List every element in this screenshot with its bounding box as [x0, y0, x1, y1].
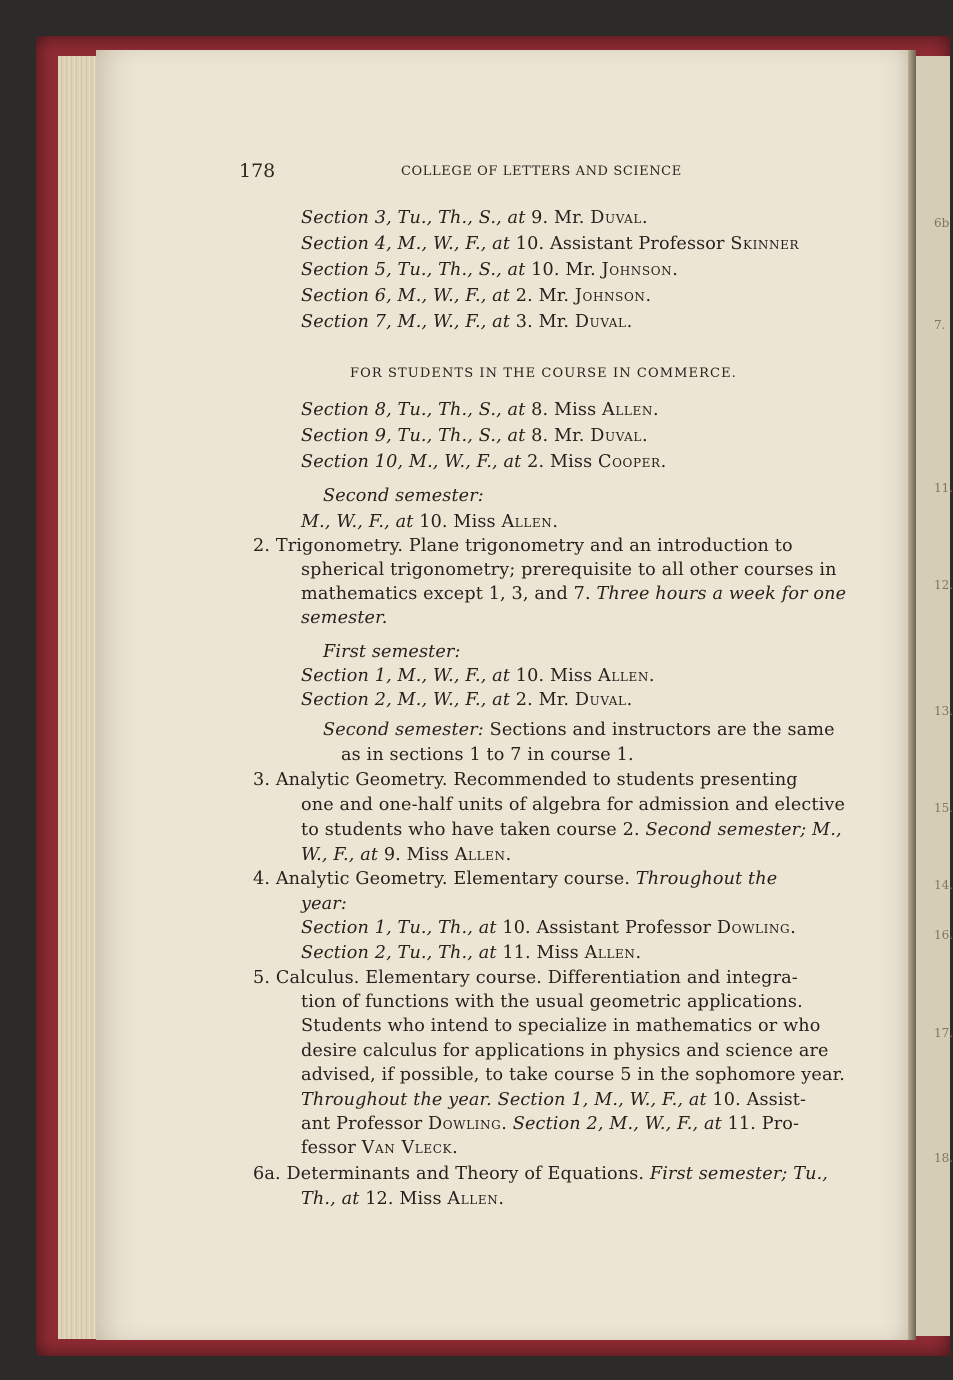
- italic-run: Second semester:: [323, 486, 484, 506]
- text-run: 10. Miss: [510, 666, 599, 686]
- text-line: [323, 720, 835, 740]
- text-line: [301, 666, 655, 686]
- instructor-name: Cooper: [598, 452, 661, 472]
- text-run: 2. Mr.: [510, 286, 575, 306]
- text-line: [301, 452, 666, 472]
- text-run: .: [626, 690, 633, 710]
- text-run: 10. Assistant Professor: [496, 918, 717, 938]
- running-head: COLLEGE OF LETTERS AND SCIENCE: [401, 164, 682, 179]
- text-line: advised, if possible, to take course 5 in the sophomore year.: [301, 1065, 845, 1085]
- text-line: [301, 943, 641, 963]
- text-run: 10. Assist-: [706, 1090, 807, 1110]
- facing-fragment: 7.: [934, 318, 946, 332]
- text-line: spherical trigonometry; prerequisite to all other courses in: [301, 560, 837, 580]
- italic-run: year:: [301, 894, 347, 914]
- instructor-name: Duval: [574, 690, 627, 710]
- text-run: 10. Mr.: [525, 260, 602, 280]
- text-run: .: [790, 918, 796, 938]
- text-line: [301, 608, 387, 628]
- text-line: Students who intend to specialize in mathematics or who: [301, 1016, 821, 1036]
- instructor-name: Allen: [584, 943, 636, 963]
- italic-run: Section 8, Tu., Th., S., at: [301, 400, 526, 420]
- italic-run: Section 9, Tu., Th., S., at: [301, 426, 526, 446]
- facing-fragment: 18.: [934, 1151, 953, 1165]
- facing-fragment: 12.: [934, 578, 953, 592]
- text-line: [301, 312, 632, 332]
- italic-run: Second semester:: [323, 720, 484, 740]
- italic-run: Section 5, Tu., Th., S., at: [301, 260, 526, 280]
- italic-run: Three hours a week for one: [596, 584, 847, 604]
- facing-page: [916, 56, 953, 1336]
- text-line: [301, 820, 842, 840]
- text-run: .: [501, 1114, 513, 1134]
- facing-fragment: 17.: [934, 1026, 953, 1040]
- italic-run: Section 7, M., W., F., at: [301, 312, 511, 332]
- instructor-name: Johnson: [574, 286, 646, 306]
- text-line: desire calculus for applications in physics and science are: [301, 1041, 829, 1061]
- italic-run: Th., at: [301, 1189, 360, 1209]
- italic-run: Second semester; M.,: [645, 820, 842, 840]
- text-run: ant Professor: [301, 1114, 429, 1134]
- text-line: one and one-half units of algebra for admission and elective: [301, 795, 846, 815]
- section-heading: FOR STUDENTS IN THE COURSE IN COMMERCE.: [350, 366, 737, 381]
- text-run: .: [645, 286, 652, 306]
- text-line: [301, 845, 511, 865]
- text-line: [301, 690, 632, 710]
- text-run: 10. Assistant Professor: [510, 234, 731, 254]
- text-run: 2. Miss: [521, 452, 599, 472]
- text-run: 6a. Determinants and Theory of Equations.: [253, 1164, 650, 1184]
- text-line: [301, 1114, 799, 1134]
- facing-fragment: 15.: [934, 801, 953, 815]
- instructor-name: Allen: [501, 512, 553, 532]
- facing-fragment: 16.: [934, 928, 953, 942]
- text-line: [301, 1090, 806, 1110]
- text-run: .: [672, 260, 678, 280]
- text-run: 2. Mr.: [510, 690, 575, 710]
- text-run: 11. Miss: [496, 943, 585, 963]
- text-run: .: [626, 312, 633, 332]
- text-line: [301, 1189, 504, 1209]
- text-line: [301, 894, 347, 914]
- text-run: .: [498, 1189, 505, 1209]
- italic-run: Section 1, M., W., F., at: [301, 666, 511, 686]
- book-gutter: [908, 50, 916, 1340]
- italic-run: M., W., F., at: [301, 512, 414, 532]
- text-line: [301, 286, 651, 306]
- instructor-name: Duval: [574, 312, 627, 332]
- facing-fragment: 14.: [934, 878, 953, 892]
- text-run: 8. Mr.: [525, 426, 591, 446]
- text-run: 9. Mr.: [525, 208, 591, 228]
- text-run: fessor: [301, 1138, 362, 1158]
- italic-run: Section 10, M., W., F., at: [301, 452, 522, 472]
- italic-run: First semester; Tu.,: [649, 1164, 829, 1184]
- text-line: tion of functions with the usual geometric applications.: [301, 992, 803, 1012]
- page-number: 178: [239, 160, 276, 182]
- instructor-name: Dowling: [428, 1114, 502, 1134]
- text-line: [253, 1164, 828, 1184]
- italic-run: Section 3, Tu., Th., S., at: [301, 208, 526, 228]
- italic-run: W., F., at: [301, 845, 379, 865]
- italic-run: First semester:: [323, 642, 461, 662]
- italic-run: Section 6, M., W., F., at: [301, 286, 511, 306]
- text-line: 5. Calculus. Elementary course. Differentiation and integra-: [253, 968, 798, 988]
- text-run: .: [552, 512, 559, 532]
- text-line: [301, 918, 796, 938]
- text-run: Sections and instructors are the same: [483, 720, 835, 740]
- text-run: 4. Analytic Geometry. Elementary course.: [253, 869, 636, 889]
- italic-run: Section 2, M., W., F., at: [301, 690, 511, 710]
- text-run: .: [635, 943, 642, 963]
- text-line: [253, 869, 777, 889]
- text-run: 12. Miss: [359, 1189, 448, 1209]
- text-run: .: [505, 845, 512, 865]
- facing-fragment: 11.: [934, 481, 953, 495]
- text-line: as in sections 1 to 7 in course 1.: [341, 745, 634, 765]
- instructor-name: Johnson: [601, 260, 673, 280]
- italic-run: Throughout the year. Section 1, M., W., F., at: [301, 1090, 707, 1110]
- instructor-name: Allen: [454, 845, 506, 865]
- page-header: [239, 160, 859, 184]
- text-run: 8. Miss: [525, 400, 603, 420]
- text-line: [301, 260, 678, 280]
- text-line: [301, 1138, 458, 1158]
- text-run: .: [642, 426, 648, 446]
- text-run: to students who have taken course 2.: [301, 820, 646, 840]
- text-run: 11. Pro-: [721, 1114, 800, 1134]
- italic-run: semester.: [301, 608, 388, 628]
- text-run: .: [648, 666, 655, 686]
- text-line: [301, 512, 558, 532]
- instructor-name: Dowling: [716, 918, 791, 938]
- italic-run: Section 2, M., W., F., at: [512, 1114, 722, 1134]
- text-run: mathematics except 1, 3, and 7.: [301, 584, 597, 604]
- text-line: 3. Analytic Geometry. Recommended to students presenting: [253, 770, 798, 790]
- text-line: [301, 584, 846, 604]
- text-run: .: [652, 400, 659, 420]
- text-line: 2. Trigonometry. Plane trigonometry and an introduction to: [253, 536, 793, 556]
- instructor-name: Skinner: [730, 234, 800, 254]
- text-run: .: [660, 452, 667, 472]
- text-line: [301, 400, 659, 420]
- text-line: [301, 208, 648, 228]
- text-run: 10. Miss: [413, 512, 502, 532]
- italic-run: Throughout the: [635, 869, 778, 889]
- italic-run: Section 2, Tu., Th., at: [301, 943, 497, 963]
- facing-fragment: 13.: [934, 704, 953, 718]
- text-run: 9. Miss: [378, 845, 455, 865]
- facing-fragment: 6b: [934, 216, 950, 230]
- text-line: [301, 234, 799, 254]
- instructor-name: Duval: [590, 426, 642, 446]
- instructor-name: Allen: [602, 400, 653, 420]
- instructor-name: Allen: [598, 666, 649, 686]
- italic-run: Section 4, M., W., F., at: [301, 234, 511, 254]
- text-run: .: [452, 1138, 458, 1158]
- text-line: [323, 642, 461, 662]
- text-line: [323, 486, 484, 506]
- instructor-name: Duval: [590, 208, 642, 228]
- text-run: .: [642, 208, 648, 228]
- instructor-name: Van Vleck: [361, 1138, 453, 1158]
- text-run: 3. Mr.: [510, 312, 575, 332]
- instructor-name: Allen: [447, 1189, 499, 1209]
- italic-run: Section 1, Tu., Th., at: [301, 918, 497, 938]
- text-line: [301, 426, 648, 446]
